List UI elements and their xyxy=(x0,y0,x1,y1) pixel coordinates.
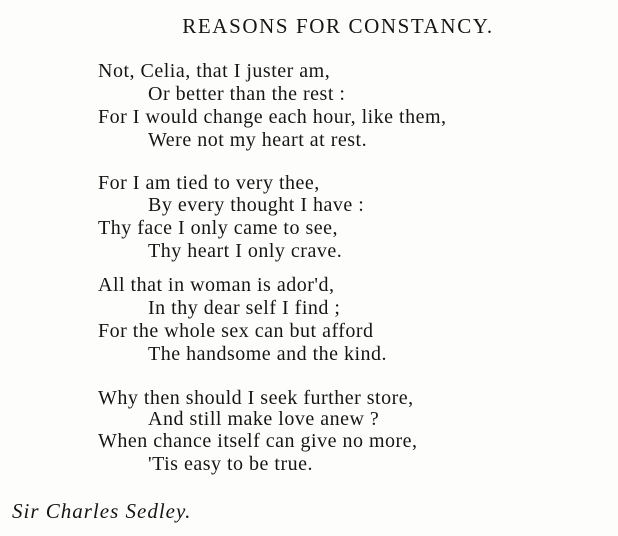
poem-line: In thy dear self I find ; xyxy=(148,297,341,319)
poem-line: And still make love anew ? xyxy=(148,408,380,430)
poem-line: Or better than the rest : xyxy=(148,83,346,105)
poem-line: For I would change each hour, like them, xyxy=(98,106,447,128)
poem-line: Thy face I only came to see, xyxy=(98,217,339,239)
poem-line: By every thought I have : xyxy=(148,194,365,216)
poem-line: 'Tis easy to be true. xyxy=(148,453,314,475)
poem-line: Why then should I seek further store, xyxy=(98,387,414,409)
poem-line: The handsome and the kind. xyxy=(148,343,388,365)
poem-line: All that in woman is ador'd, xyxy=(98,274,335,296)
poem-line: Were not my heart at rest. xyxy=(148,129,368,151)
poem-line: Thy heart I only crave. xyxy=(148,240,343,262)
poem-title: REASONS FOR CONSTANCY. xyxy=(182,14,494,38)
poem-line: For I am tied to very thee, xyxy=(98,172,320,194)
author-signature: Sir Charles Sedley. xyxy=(12,499,192,523)
poem-line: When chance itself can give no more, xyxy=(98,430,418,452)
poem-line: For the whole sex can but afford xyxy=(98,320,374,342)
poem-line: Not, Celia, that I juster am, xyxy=(98,60,331,82)
